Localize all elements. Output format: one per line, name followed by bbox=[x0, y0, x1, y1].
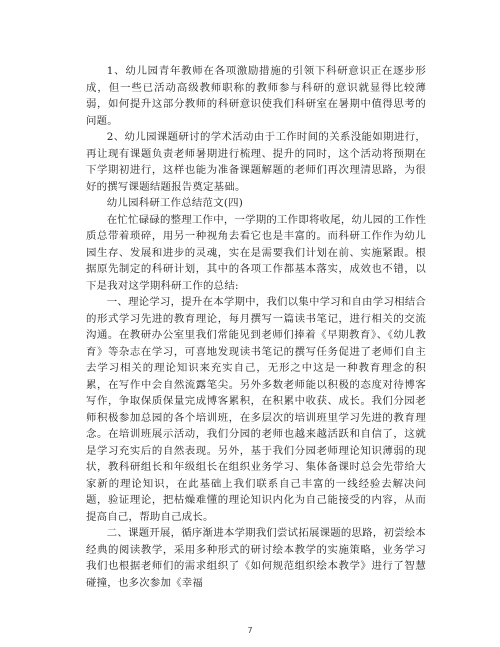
paragraph-2: 2、幼儿园课题研讨的学术活动由于工作时间的关系没能如期进行，再让现有课题负责老师暑期进行梳理、提升的同时，这个活动将预期在下学期初进行，这样也能为准备课题解题的老师们再次理清思路，为很好的撰写课题结题报告奠定基础。 bbox=[86, 131, 426, 193]
document-body bbox=[86, 63, 426, 591]
paragraph-1: 1、幼儿园青年教师在各项激励措施的引领下科研意识正在逐步形成，但一些已活动高级教师职称的教师参与科研的意识就显得比较薄弱，如何提升这部分教师的科研意识使我们科研室在暑期中值得思考的问题。 bbox=[86, 65, 426, 127]
section-title: 幼儿园科研工作总结范文(四) bbox=[106, 197, 244, 209]
section-paragraph-3: 二、课题开展，循序渐进本学期我们尝试拓展课题的思路，初尝绘本经典的阅读教学，采用多种形式的研讨绘本教学的实施策略，业务学习我们也根据老师们的需求组织了《如何规范组织绘本教学》进行了智慧碰撞，也多次参加《幸福 bbox=[86, 527, 427, 589]
section-paragraph-1: 在忙忙碌碌的整理工作中，一学期的工作即将收尾，幼儿园的工作性质总带着琐碎，用另一种视角去看它也是丰富的。而科研工作作为幼儿园生存、发展和进步的灵魂，实在是需要我们计划在前、实施紧跟。根据原先制定的科研计划，其中的各项工作都基本落实，成效也不错，以下是我对这学期科研工作的总结: bbox=[86, 213, 427, 292]
page-number: 7 bbox=[247, 626, 253, 635]
section-paragraph-2: 一、理论学习，提升在本学期中，我们以集中学习和自由学习相结合的形式学习先进的教育理论，每月撰写一篇读书笔记，进行相关的交流沟通。在教研办公室里我们常能见到老师们捧着《早期教育》、《幼儿教育》等杂志在学习，可喜地发现读书笔记的撰写任务促进了老师们自主去学习相关的理论知识来充实自己，无形之中这是一种教育理念的积累，在写作中会自然流露笔尖。另外多数老师能以积极的态度对待博客写作，争取保质保量完成博客累积，在积累中收获、成长。我们分园老师积极参加总园的各个培训班，在多层次的培训班里学习先进的教育理念。在培训班展示活动，我们分园的老师也越来越活跃和自信了，这就是学习充实后的自然表现。另外，基于我们分园老师理论知识薄弱的现状，教科研组长和年级组长在组织业务学习、集体备课时总会先带给大家新的理论知识，在此基础上我们联系自己丰富的一线经验去解决问题，验证理论，把枯燥难懂的理论知识内化为自己能接受的内容，从而提高自己，帮助自己成长。 bbox=[86, 296, 427, 523]
